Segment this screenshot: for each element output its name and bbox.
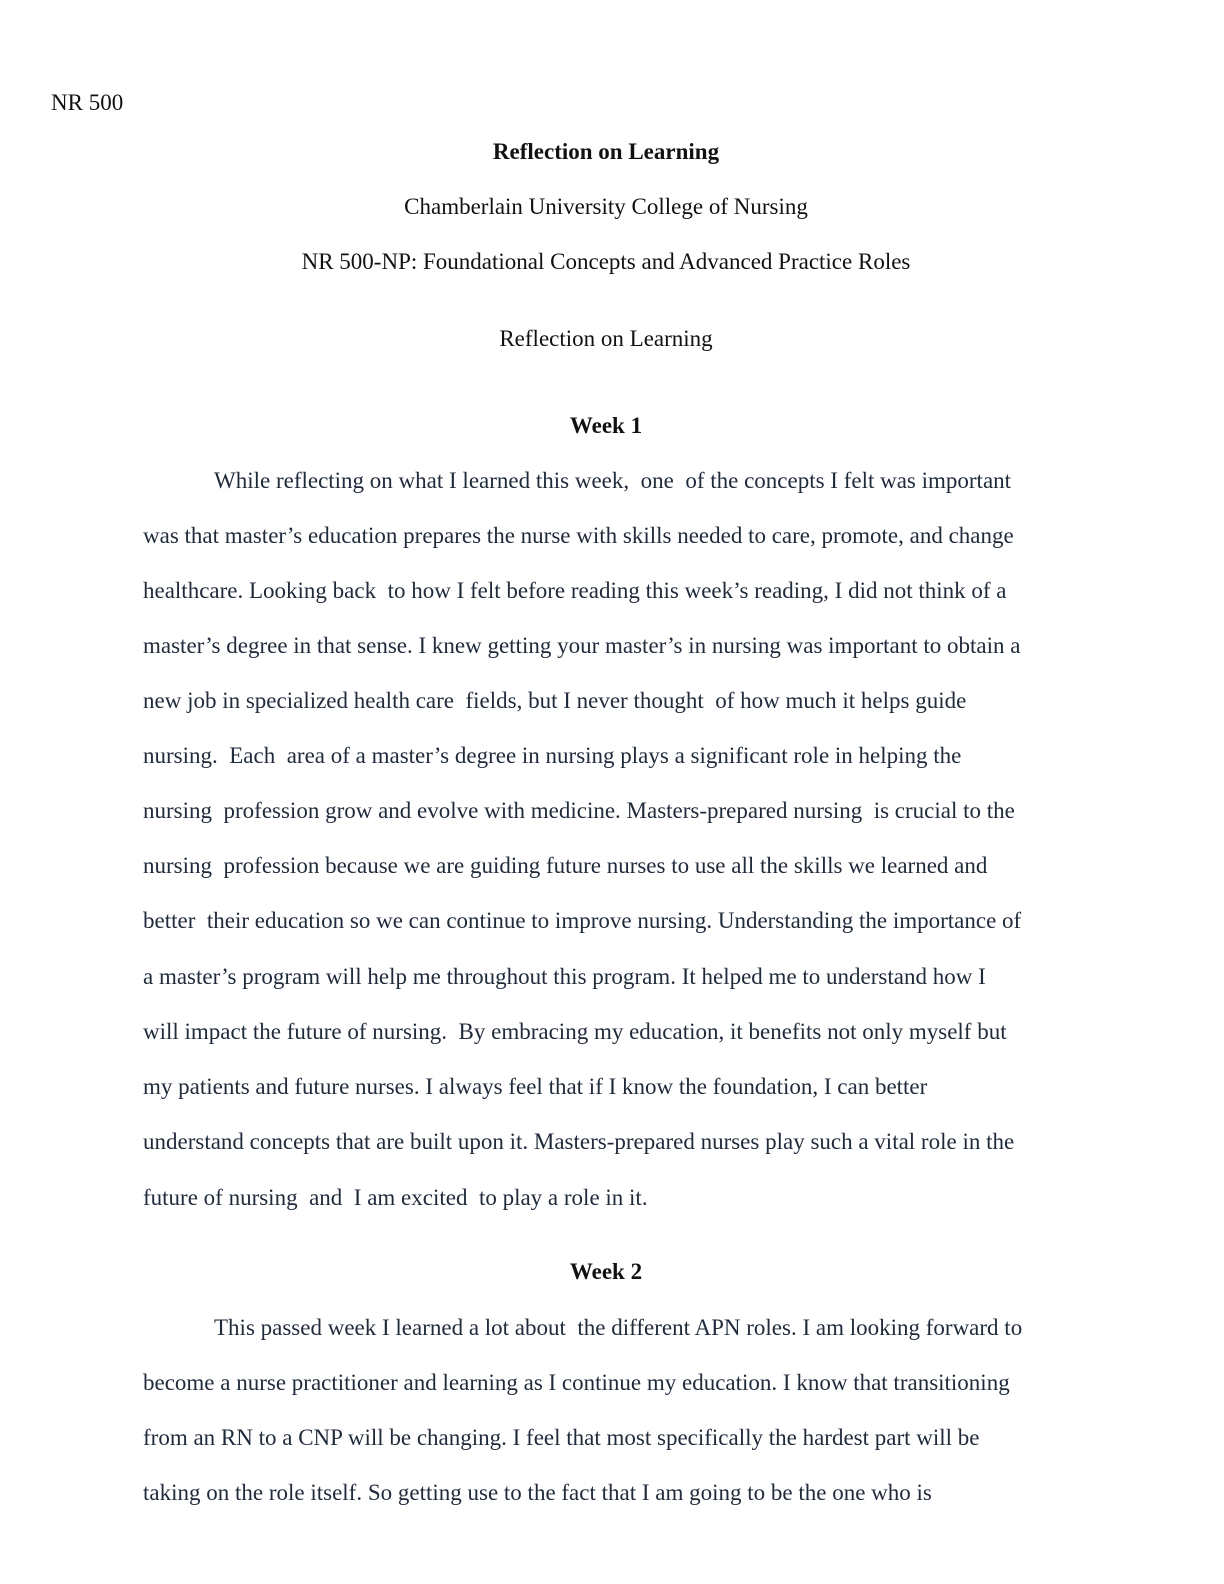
paragraph-line: understand concepts that are built upon it. Masters-prepared nurses play such a vital role in the: [143, 1129, 1015, 1154]
paragraph-line: healthcare. Looking back to how I felt before reading this week’s reading, I did not think of a: [143, 578, 1007, 603]
section-heading-week-2: Week 2: [569, 1259, 643, 1284]
paragraph-line: will impact the future of nursing. By embracing my education, it benefits not only myself but: [143, 1019, 1007, 1044]
paragraph-line: from an RN to a CNP will be changing. I feel that most specifically the hardest part will be: [143, 1425, 980, 1450]
course-title: NR 500-NP: Foundational Concepts and Advanced Practice Roles: [301, 249, 911, 274]
paragraph-line: This passed week I learned a lot about the different APN roles. I am looking forward to: [214, 1315, 1023, 1340]
paragraph-line: new job in specialized health care fields, but I never thought of how much it helps guide: [143, 688, 967, 713]
document-title: Reflection on Learning: [492, 139, 720, 164]
paragraph-line: master’s degree in that sense. I knew getting your master’s in nursing was important to obtain a: [143, 633, 1021, 658]
course-code-header: NR 500: [51, 90, 124, 115]
paragraph-line: While reflecting on what I learned this week, one of the concepts I felt was important: [214, 468, 1012, 493]
document-subtitle: Reflection on Learning: [499, 326, 713, 351]
paragraph-line: future of nursing and I am excited to play a role in it.: [143, 1185, 648, 1210]
paragraph-line: was that master’s education prepares the nurse with skills needed to care, promote, and change: [143, 523, 1014, 548]
paragraph-line: nursing profession because we are guiding future nurses to use all the skills we learned and: [143, 853, 988, 878]
paragraph-line: my patients and future nurses. I always feel that if I know the foundation, I can better: [143, 1074, 928, 1099]
paragraph-line: nursing profession grow and evolve with medicine. Masters-prepared nursing is crucial to the: [143, 798, 1015, 823]
paragraph-line: taking on the role itself. So getting use to the fact that I am going to be the one who is: [143, 1480, 932, 1505]
section-heading-week-1: Week 1: [569, 413, 643, 438]
institution-name: Chamberlain University College of Nursing: [404, 194, 808, 219]
paragraph-line: better their education so we can continue to improve nursing. Understanding the importance of: [143, 908, 1022, 933]
paragraph-line: a master’s program will help me throughout this program. It helped me to understand how I: [143, 964, 986, 989]
paragraph-line: become a nurse practitioner and learning as I continue my education. I know that transitioning: [143, 1370, 1010, 1395]
paragraph-line: nursing. Each area of a master’s degree in nursing plays a significant role in helping the: [143, 743, 962, 768]
